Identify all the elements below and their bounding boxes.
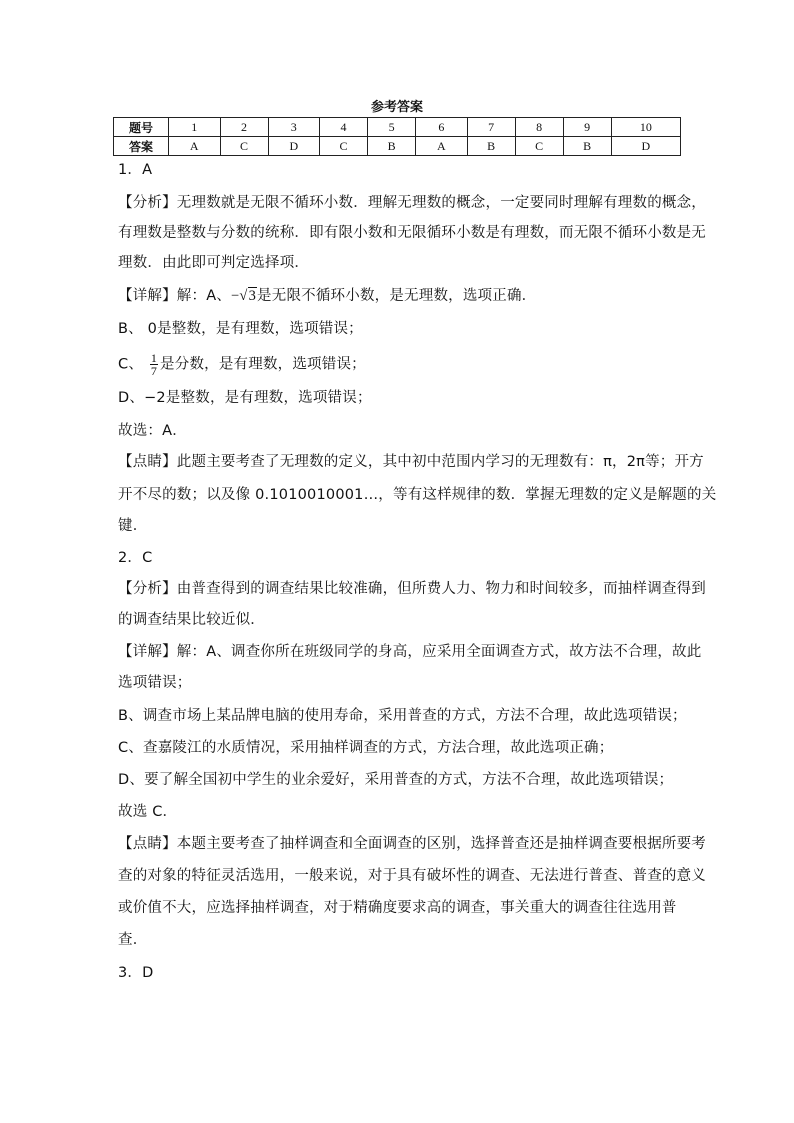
q1-comment-line: 开不尽的数；以及像 0.1010010001…，等有这样规律的数．掌握无理数的定义是解题的关 (118, 487, 717, 503)
q2-comment-line: 查的对象的特征灵活选用，一般来说，对于具有破坏性的调查、无法进行普查、普查的意义 (118, 868, 706, 884)
table-cell: 1 (169, 118, 221, 137)
q3-heading: 3．D (118, 965, 154, 981)
q2-comment-line: 或价值不大，应选择抽样调查，对于精确度要求高的调查，事关重大的调查往往选用普 (118, 900, 677, 916)
q1-option-b: B、 0是整数，是有理数，选项错误； (118, 321, 363, 337)
table-cell: 6 (416, 118, 468, 137)
table-cell: B (563, 137, 611, 156)
table-cell: D (268, 137, 320, 156)
radicand: 3 (248, 288, 257, 304)
q1-comment-line: 【点睛】此题主要考查了无理数的定义，其中初中范围内学习的无理数有：π，2π等；开方 (118, 454, 704, 470)
q1-detail-rest: 是无限不循环小数，是无理数，选项正确． (257, 288, 537, 304)
answer-row (114, 137, 681, 156)
q2-comment-line: 【点睛】本题主要考查了抽样调查和全面调查的区别，选择普查还是抽样调查要根据所要考 (118, 836, 706, 852)
q1-detail-prefix: 【详解】解：A、 (118, 288, 232, 304)
q2-analysis-line: 的调查结果比较近似． (118, 612, 265, 628)
q2-heading: 2．C (118, 550, 153, 566)
numerator: 1 (150, 351, 158, 365)
table-cell: 9 (563, 118, 611, 137)
minus-sign: − (231, 288, 240, 304)
q2-detail-line: 选项错误； (118, 675, 192, 691)
table-cell: 7 (467, 118, 515, 137)
q2-option-c: C、查嘉陵江的水质情况，采用抽样调查的方式，方法合理，故此选项正确； (118, 740, 614, 756)
q1-option-c-prefix: C、 (118, 356, 144, 373)
table-cell: 4 (320, 118, 368, 137)
q1-comment-line: 键． (118, 518, 148, 534)
row-label-number: 题号 (114, 118, 169, 137)
q1-analysis-line: 有理数是整数与分数的统称．即有限小数和无限循环小数是有理数，而无限不循环小数是无 (118, 225, 706, 241)
table-cell: 5 (368, 118, 416, 137)
table-cell: 8 (515, 118, 563, 137)
table-cell: 10 (611, 118, 680, 137)
table-cell: B (368, 137, 416, 156)
q2-analysis-line: 【分析】由普查得到的调查结果比较准确，但所费人力、物力和时间较多，而抽样调查得到 (118, 581, 706, 597)
q2-option-b: B、调查市场上某品牌电脑的使用寿命，采用普查的方式，方法不合理，故此选项错误； (118, 708, 687, 724)
q2-detail-line: 【详解】解：A、调查你所在班级同学的身高，应采用全面调查方式，故方法不合理，故此 (118, 644, 702, 660)
q1-analysis-line: 【分析】无理数就是无限不循环小数．理解无理数的概念，一定要同时理解有理数的概念， (118, 195, 706, 211)
page-title: 参考答案 (370, 100, 423, 115)
q1-choice: 故选：A． (118, 423, 187, 439)
question-number-row (114, 118, 681, 137)
neg-sqrt-three (231, 287, 257, 304)
q1-detail-line (118, 286, 688, 306)
q1-heading: 1．A (118, 162, 153, 178)
q2-comment-line: 查． (118, 932, 148, 948)
q1-option-c-rest: 是分数，是有理数，选项错误； (160, 356, 366, 373)
table-cell: B (467, 137, 515, 156)
answer-table (113, 117, 681, 156)
q2-choice: 故选 C． (118, 804, 178, 820)
q2-option-d: D、要了解全国初中学生的业余爱好，采用普查的方式，方法不合理，故此选项错误； (118, 772, 674, 788)
table-cell: 2 (220, 118, 268, 137)
table-cell: 3 (268, 118, 320, 137)
table-cell: C (320, 137, 368, 156)
sqrt-symbol: √ (239, 288, 248, 304)
row-label-answer: 答案 (114, 137, 169, 156)
q1-analysis-line: 理数．由此即可判定选择项． (118, 255, 310, 271)
table-cell: A (169, 137, 221, 156)
table-cell: C (220, 137, 268, 156)
denominator: 7 (150, 364, 158, 378)
table-cell: A (416, 137, 468, 156)
table-cell: D (611, 137, 680, 156)
q1-option-d: D、−2是整数，是有理数，选项错误； (118, 390, 372, 406)
fraction-one-seventh (150, 352, 158, 377)
table-cell: C (515, 137, 563, 156)
q1-option-c (118, 352, 688, 377)
